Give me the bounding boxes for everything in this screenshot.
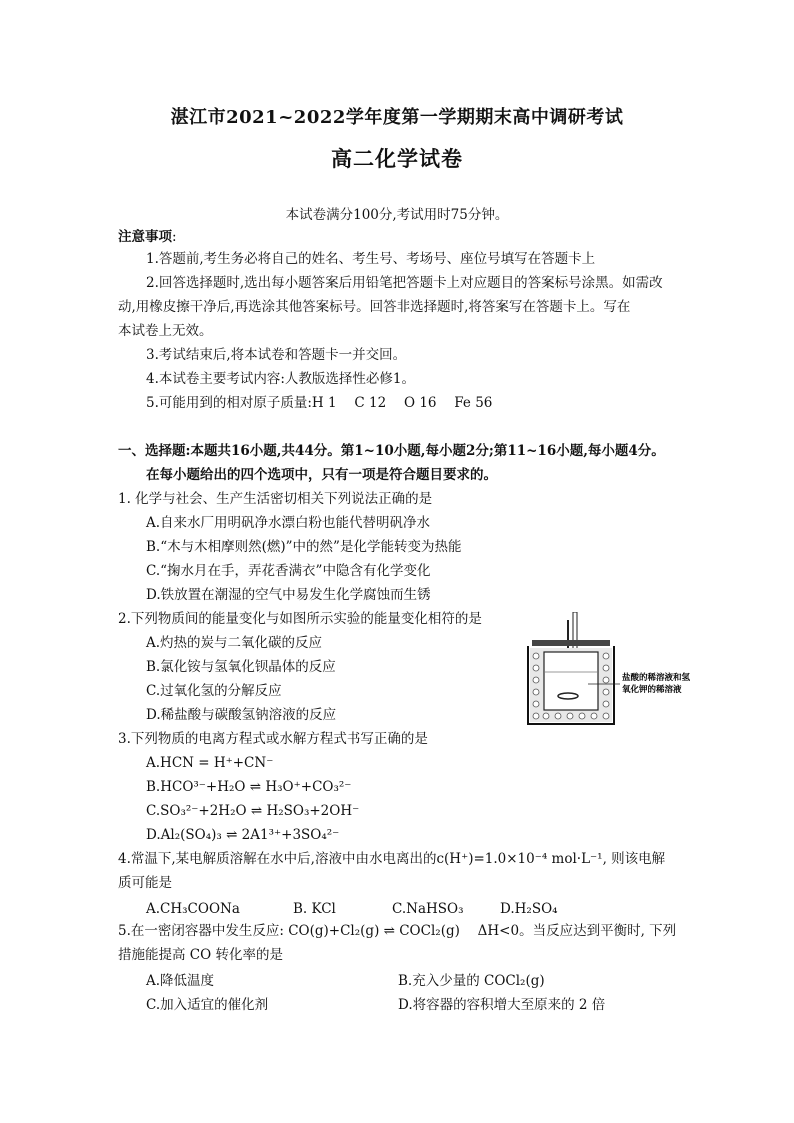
q1-option-a: A.自来水厂用明矾净水漂白粉也能代替明矾净水 — [146, 515, 431, 531]
q3-option-b: B.HCO³⁻+H₂O ⇌ H₃O⁺+CO₃²⁻ — [146, 779, 352, 795]
note-item-4: 4.本试卷主要考试内容:人教版选择性必修1。 — [146, 371, 416, 387]
q4-option-d: D.H₂SO₄ — [500, 901, 558, 917]
figure-label-line2: 氧化钾的稀溶液 — [622, 685, 682, 695]
note-item-2-end: 本试卷上无效。 — [118, 323, 213, 339]
note-item-2: 2.回答选择题时,选出每小题答案后用铅笔把答题卡上对应题目的答案标号涂黑。如需改 — [146, 275, 663, 291]
q2-option-b: B.氯化铵与氢氧化钡晶体的反应 — [146, 659, 336, 675]
section1-heading: 一、选择题:本题共16小题,共44分。第1~10小题,每小题2分;第11~16小题,每小题4分。 — [118, 443, 665, 459]
note-item-3: 3.考试结束后,将本试卷和答题卡一并交回。 — [146, 347, 407, 363]
q4-stem: 4.常温下,某电解质溶解在水中后,溶液中由水电离出的c(H⁺)=1.0×10⁻⁴ mol·L⁻¹, 则该电解 — [118, 851, 666, 867]
q3-stem: 3.下列物质的电离方程式或水解方程式书写正确的是 — [118, 731, 428, 747]
q5-option-c: C.加入适宜的催化剂 — [146, 997, 269, 1013]
q4-stem-cont: 质可能是 — [118, 875, 172, 891]
exam-title: 湛江市2021~2022学年度第一学期期末高中调研考试 — [170, 107, 624, 128]
q2-option-a: A.灼热的炭与二氧化碳的反应 — [146, 635, 323, 651]
q5-stem-cont: 措施能提高 CO 转化率的是 — [118, 947, 283, 963]
q3-option-c: C.SO₃²⁻+2H₂O ⇌ H₂SO₃+2OH⁻ — [146, 803, 360, 819]
notes-heading-row: 注意事项: — [118, 229, 177, 245]
calorimeter-figure — [522, 612, 692, 732]
section1-instructions: 在每小题给出的四个选项中，只有一项是符合题目要求的。 — [146, 467, 497, 483]
q2-option-c: C.过氧化氢的分解反应 — [146, 683, 282, 699]
q3-option-a: A.HCN = H⁺+CN⁻ — [146, 755, 274, 771]
note-item-5: 5.可能用到的相对原子质量:H 1 C 12 O 16 Fe 56 — [146, 395, 493, 411]
figure-label-line1: 盐酸的稀溶液和氢 — [622, 673, 691, 683]
q5-stem: 5.在一密闭容器中发生反应: CO(g)+Cl₂(g) ⇌ COCl₂(g) ΔH<0。当反应达到平衡时, 下列 — [118, 923, 677, 939]
q5-option-d: D.将容器的容积增大至原来的 2 倍 — [398, 997, 606, 1013]
q2-option-d: D.稀盐酸与碳酸氢钠溶液的反应 — [146, 707, 337, 723]
note-item-2-cont: 动,用橡皮擦干净后,再选涂其他答案标号。回答非选择题时,将答案写在答题卡上。写在 — [118, 299, 631, 315]
q4-option-a: A.CH₃COONa — [146, 901, 240, 917]
note-item-1: 1.答题前,考生务必将自己的姓名、考生号、考场号、座位号填写在答题卡上 — [146, 251, 596, 267]
exam-info: 本试卷满分100分,考试用时75分钟。 — [285, 207, 509, 223]
q5-option-b: B.充入少量的 COCl₂(g) — [398, 973, 545, 989]
exam-subtitle: 高二化学试卷 — [331, 146, 463, 171]
inner-beaker — [544, 652, 598, 710]
q3-option-d: D.Al₂(SO₄)₃ ⇌ 2A1³⁺+3SO₄²⁻ — [146, 827, 340, 843]
q1-stem: 1. 化学与社会、生产生活密切相关下列说法正确的是 — [118, 491, 433, 507]
q4-option-c: C.NaHSO₃ — [392, 901, 464, 917]
q1-option-d: D.铁放置在潮湿的空气中易发生化学腐蚀而生锈 — [146, 587, 431, 603]
calorimeter-lid — [532, 640, 610, 646]
q1-option-b: B.“木与木相摩则然(燃)”中的然”是化学能转变为热能 — [146, 539, 462, 555]
q2-stem: 2.下列物质间的能量变化与如图所示实验的能量变化相符的是 — [118, 611, 482, 627]
notes-heading: 注意事项 — [118, 229, 172, 245]
q5-option-a: A.降低温度 — [146, 973, 215, 989]
q4-option-b: B. KCl — [293, 901, 336, 917]
q1-option-c: C.“掬水月在手，弄花香满衣”中隐含有化学变化 — [146, 563, 431, 579]
